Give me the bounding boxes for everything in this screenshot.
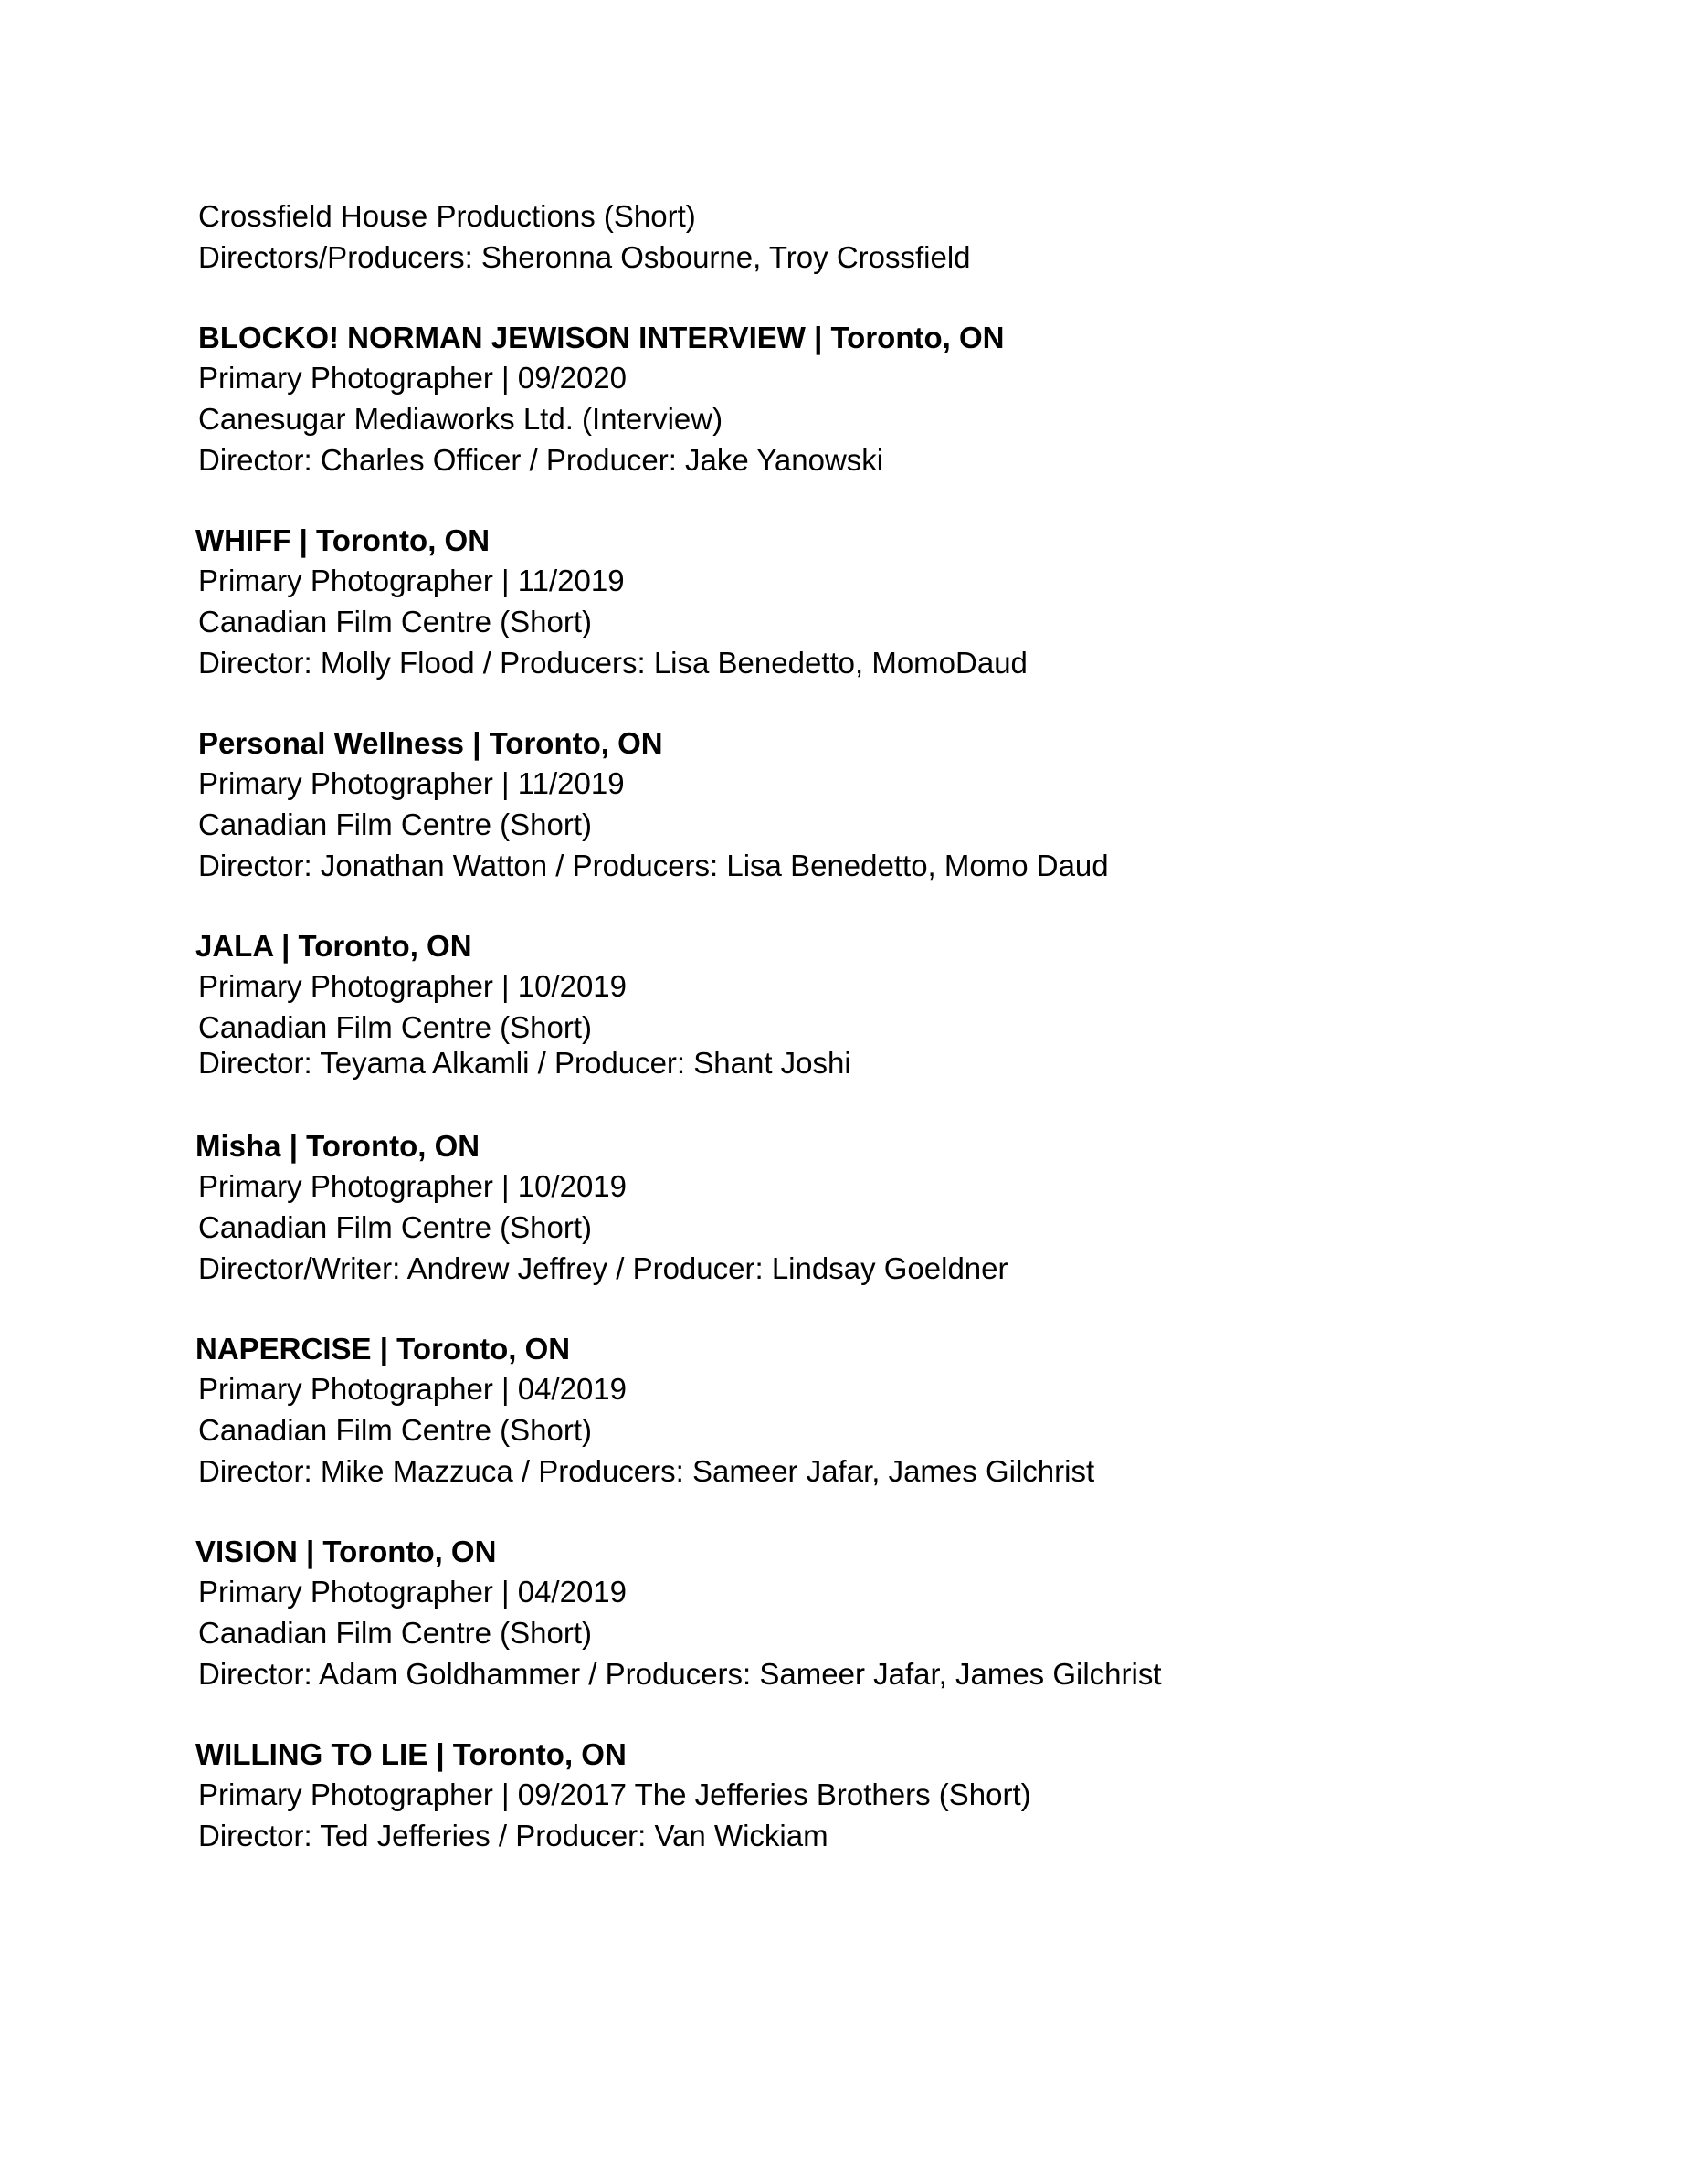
entry-title: Misha | Toronto, ON — [195, 1129, 480, 1163]
entry-credits: Director: Adam Goldhammer / Producers: Sameer Jafar, James Gilchrist — [198, 1657, 1162, 1691]
entry-role: Primary Photographer | 04/2019 — [198, 1575, 628, 1609]
entry-title: BLOCKO! NORMAN JEWISON INTERVIEW | Toronto, ON — [198, 321, 1005, 354]
entry-title: VISION | Toronto, ON — [195, 1535, 497, 1568]
entry-company: Canadian Film Centre (Short) — [198, 1616, 592, 1650]
intro-credits: Directors/Producers: Sheronna Osbourne, Troy Crossfield — [198, 240, 971, 274]
entry-company: Canadian Film Centre (Short) — [198, 1010, 592, 1044]
entry-credits: Director: Mike Mazzuca / Producers: Sameer Jafar, James Gilchrist — [198, 1454, 1095, 1488]
entry-credits: Director: Jonathan Watton / Producers: Lisa Benedetto, Momo Daud — [198, 849, 1109, 882]
entry-role: Primary Photographer | 10/2019 — [198, 1169, 628, 1203]
entry-role: Primary Photographer | 11/2019 — [198, 766, 625, 800]
entry-credits: Director: Teyama Alkamli / Producer: Shant Joshi — [198, 1046, 851, 1080]
entry-company: Canadian Film Centre (Short) — [198, 807, 592, 841]
entry-role: Primary Photographer | 04/2019 — [198, 1372, 628, 1406]
entry-role: Primary Photographer | 10/2019 — [198, 969, 628, 1003]
entry-credits: Director: Charles Officer / Producer: Jake Yanowski — [198, 443, 884, 477]
entry-company: Canadian Film Centre (Short) — [198, 1413, 592, 1447]
entry-title: NAPERCISE | Toronto, ON — [195, 1332, 571, 1366]
entry-company: Canadian Film Centre (Short) — [198, 605, 592, 638]
entry-company: Canadian Film Centre (Short) — [198, 1210, 592, 1244]
entry-role: Primary Photographer | 09/2020 — [198, 361, 628, 395]
entry-credits: Director: Ted Jefferies / Producer: Van Wickiam — [198, 1819, 828, 1852]
entry-title: Personal Wellness | Toronto, ON — [198, 726, 663, 760]
entry-credits: Director/Writer: Andrew Jeffrey / Producer: Lindsay Goeldner — [198, 1251, 1008, 1285]
entry-credits: Director: Molly Flood / Producers: Lisa Benedetto, MomoDaud — [198, 646, 1028, 680]
entry-role: Primary Photographer | 09/2017 The Jefferies Brothers (Short) — [198, 1778, 1031, 1811]
entry-title: WILLING TO LIE | Toronto, ON — [195, 1737, 627, 1771]
entry-title: WHIFF | Toronto, ON — [195, 523, 491, 557]
entry-role: Primary Photographer | 11/2019 — [198, 564, 625, 597]
intro-company: Crossfield House Productions (Short) — [198, 199, 696, 233]
entry-title: JALA | Toronto, ON — [195, 929, 472, 963]
entry-company: Canesugar Mediaworks Ltd. (Interview) — [198, 402, 723, 436]
